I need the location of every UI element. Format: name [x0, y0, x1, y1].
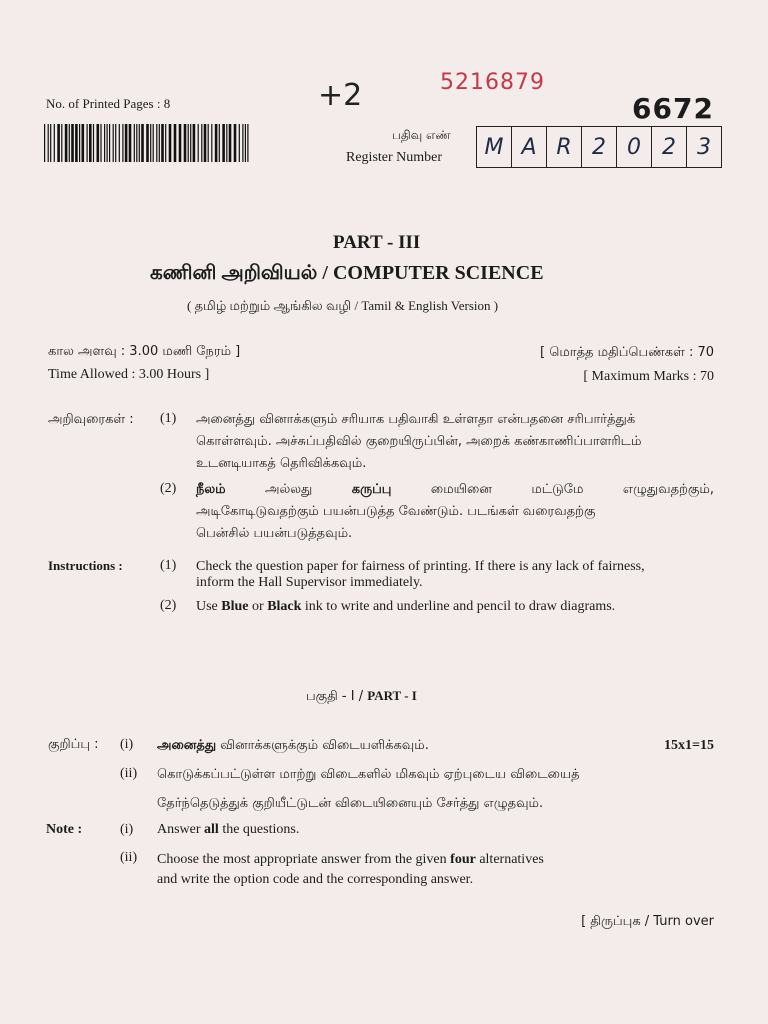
text-part: Use — [196, 599, 222, 614]
blue-word-tamil: நீலம் — [196, 482, 226, 497]
section-heading — [306, 688, 417, 705]
version-line: ( தமிழ் மற்றும் ஆங்கில வழி / Tamil & English Version ) — [187, 298, 499, 313]
instruction-number: (2) — [160, 598, 177, 613]
note-tamil-2-line-1: கொடுக்கப்பட்டுள்ள மாற்று விடைகளில் மிகவும் ஏற்புடைய விடையைத் — [157, 767, 580, 782]
barcode-bar — [153, 124, 154, 162]
text-part: the questions. — [218, 822, 300, 837]
barcode-bar — [156, 124, 157, 162]
instruction-english-1-line-1: Check the question paper for fairness of printing. If there is any lack of fairness, — [196, 559, 645, 574]
barcode-bar — [245, 124, 246, 162]
barcode-bar — [115, 124, 116, 162]
subject-title: கணினி அறிவியல் / COMPUTER SCIENCE — [150, 262, 544, 284]
barcode-bar — [150, 124, 151, 162]
register-digit-cell[interactable]: 0 — [617, 127, 652, 167]
marks-allocation: 15x1=15 — [664, 738, 714, 753]
all-word: all — [204, 822, 219, 837]
barcode-bar — [169, 124, 172, 162]
register-digit-cell[interactable]: 2 — [652, 127, 687, 167]
barcode-bar — [139, 124, 140, 162]
register-digit-cell[interactable]: M — [477, 127, 512, 167]
text-part: Answer — [157, 822, 205, 837]
register-digit-cell[interactable]: 2 — [582, 127, 617, 167]
word: மையினை — [430, 482, 492, 497]
time-allowed-tamil: கால அளவு : 3.00 மணி நேரம் ] — [48, 344, 241, 359]
barcode-bar — [226, 124, 227, 162]
barcode-bar — [204, 124, 207, 162]
barcode-bar — [239, 124, 240, 162]
barcode-bar — [48, 124, 49, 162]
barcode-bar — [107, 124, 108, 162]
barcode-bar — [71, 124, 74, 162]
max-marks-english: [ Maximum Marks : 70 — [583, 369, 714, 384]
barcode-bar — [50, 124, 51, 162]
barcode-bar — [219, 124, 220, 162]
paper-code: 6672 — [632, 92, 714, 125]
barcode-bar — [109, 124, 110, 162]
text-part: alternatives — [475, 852, 544, 867]
instruction-number: (2) — [160, 481, 177, 496]
part-title: PART - III — [333, 232, 421, 253]
instruction-english-2 — [196, 599, 615, 615]
printed-pages: No. of Printed Pages : 8 — [46, 96, 171, 111]
barcode-bar — [54, 124, 55, 162]
word: எழுதுவதற்கும், — [622, 482, 714, 497]
note-tamil-label: குறிப்பு : — [48, 737, 99, 752]
text-part: or — [248, 599, 268, 614]
instruction-tamil-2-line-1 — [196, 482, 714, 498]
max-marks-tamil: [ மொத்த மதிப்பெண்கள் : 70 — [540, 345, 714, 360]
barcode-bar — [87, 124, 88, 162]
barcode-bar — [247, 124, 248, 162]
barcode-bar — [136, 124, 137, 162]
barcode-bar — [174, 124, 177, 162]
barcode-bar — [113, 124, 114, 162]
note-number: (ii) — [120, 850, 138, 865]
barcode-bar — [188, 124, 189, 162]
barcode-bar — [184, 124, 187, 162]
time-allowed-english: Time Allowed : 3.00 Hours ] — [48, 367, 210, 382]
barcode-bar — [122, 124, 123, 162]
barcode-bar — [193, 124, 196, 162]
blue-word: Blue — [221, 599, 249, 614]
barcode-bar — [134, 124, 135, 162]
text-part: Choose the most appropriate answer from the given — [157, 852, 451, 867]
word: மட்டுமே — [531, 482, 584, 497]
barcode-bar — [119, 124, 120, 162]
turn-over-text: [ திருப்புக / Turn over — [581, 914, 714, 929]
word: அல்லது — [265, 482, 313, 497]
barcode-bar — [79, 124, 80, 162]
note-number: (i) — [120, 822, 134, 837]
instruction-number: (1) — [160, 558, 177, 573]
barcode-bar — [89, 124, 92, 162]
barcode-bar — [146, 124, 149, 162]
all-word-tamil: அனைத்து — [157, 738, 217, 753]
instruction-tamil-2-line-2: அடிகோடிடுவதற்கும் பயன்படுத்த வேண்டும். படங்கள் வரைவதற்கு — [196, 504, 596, 519]
barcode-bar — [61, 124, 62, 162]
barcode-bar — [129, 124, 132, 162]
barcode-bar — [222, 124, 225, 162]
instruction-number: (1) — [160, 411, 177, 426]
black-word: Black — [267, 599, 302, 614]
barcode-bar — [208, 124, 209, 162]
turn-over — [581, 914, 714, 930]
barcode-bar — [234, 124, 237, 162]
instructions-tamil-label: அறிவுரைகள் : — [48, 412, 134, 427]
barcode-bar — [229, 124, 232, 162]
section-heading-english: PART - I — [367, 688, 417, 703]
instruction-tamil-1-line-2: கொள்ளவும். அச்சுப்பதிவில் குறையிருப்பின், அறைக் கண்காணிப்பாளரிடம் — [196, 434, 642, 449]
barcode-bar — [201, 124, 202, 162]
barcode-bar — [211, 124, 212, 162]
barcode-bar — [57, 124, 60, 162]
serial-number: 5216879 — [440, 70, 545, 95]
barcode-bar — [179, 124, 182, 162]
barcode-bar — [198, 124, 199, 162]
section-heading-tamil: பகுதி - I / — [306, 689, 368, 704]
four-word: four — [450, 852, 476, 867]
instruction-tamil-1-line-3: உடனடியாகத் தெரிவிக்கவும். — [196, 456, 367, 471]
barcode-bar — [165, 124, 166, 162]
barcode-bar — [93, 124, 94, 162]
text-part: வினாக்களுக்கும் விடையளிக்கவும். — [216, 738, 429, 753]
note-number: (i) — [120, 737, 134, 752]
instructions-english-label: Instructions : — [48, 558, 123, 573]
register-label-english: Register Number — [346, 150, 443, 165]
text-part: ink to write and underline and pencil to draw diagrams. — [301, 599, 616, 614]
register-digit-cell[interactable]: 3 — [697, 134, 711, 160]
handwritten-mark: +2 — [318, 78, 363, 113]
barcode-bar — [190, 124, 191, 162]
register-label-tamil: பதிவு எண் — [392, 128, 451, 142]
register-number-boxes[interactable] — [476, 126, 722, 168]
barcode-bar — [65, 124, 68, 162]
instruction-tamil-1-line-1: அனைத்து வினாக்களும் சரியாக பதிவாகி உள்ளதா என்பதனை சரிபார்த்துக் — [196, 412, 636, 427]
barcode — [44, 124, 252, 162]
note-english-2-line-2: and write the option code and the corresponding answer. — [157, 872, 474, 887]
note-english-label: Note : — [46, 822, 83, 837]
barcode-bar — [82, 124, 85, 162]
barcode-bar — [97, 124, 100, 162]
note-english-2-line-1 — [157, 852, 544, 868]
note-tamil-2-line-2: தேர்ந்தெடுத்துக் குறியீட்டுடன் விடையினையும் சேர்த்து எழுதவும். — [157, 796, 544, 811]
register-digit-cell[interactable]: A — [512, 127, 547, 167]
register-digit-cell[interactable]: R — [547, 127, 582, 167]
barcode-bar — [125, 124, 128, 162]
instruction-english-1-line-2: inform the Hall Supervisor immediately. — [196, 575, 423, 590]
barcode-bar — [44, 124, 45, 162]
instruction-tamil-2-line-3: பென்சில் பயன்படுத்தவும். — [196, 526, 353, 541]
barcode-bar — [104, 124, 105, 162]
barcode-bar — [242, 124, 243, 162]
barcode-bar — [215, 124, 218, 162]
barcode-bar — [100, 124, 101, 162]
barcode-bar — [69, 124, 70, 162]
barcode-bar — [141, 124, 144, 162]
note-number: (ii) — [120, 766, 138, 781]
barcode-bar — [75, 124, 78, 162]
note-tamil-1 — [157, 738, 429, 754]
barcode-bar — [159, 124, 160, 162]
black-word-tamil: கருப்பு — [351, 482, 392, 497]
barcode-bar — [161, 124, 164, 162]
note-english-1 — [157, 822, 299, 838]
